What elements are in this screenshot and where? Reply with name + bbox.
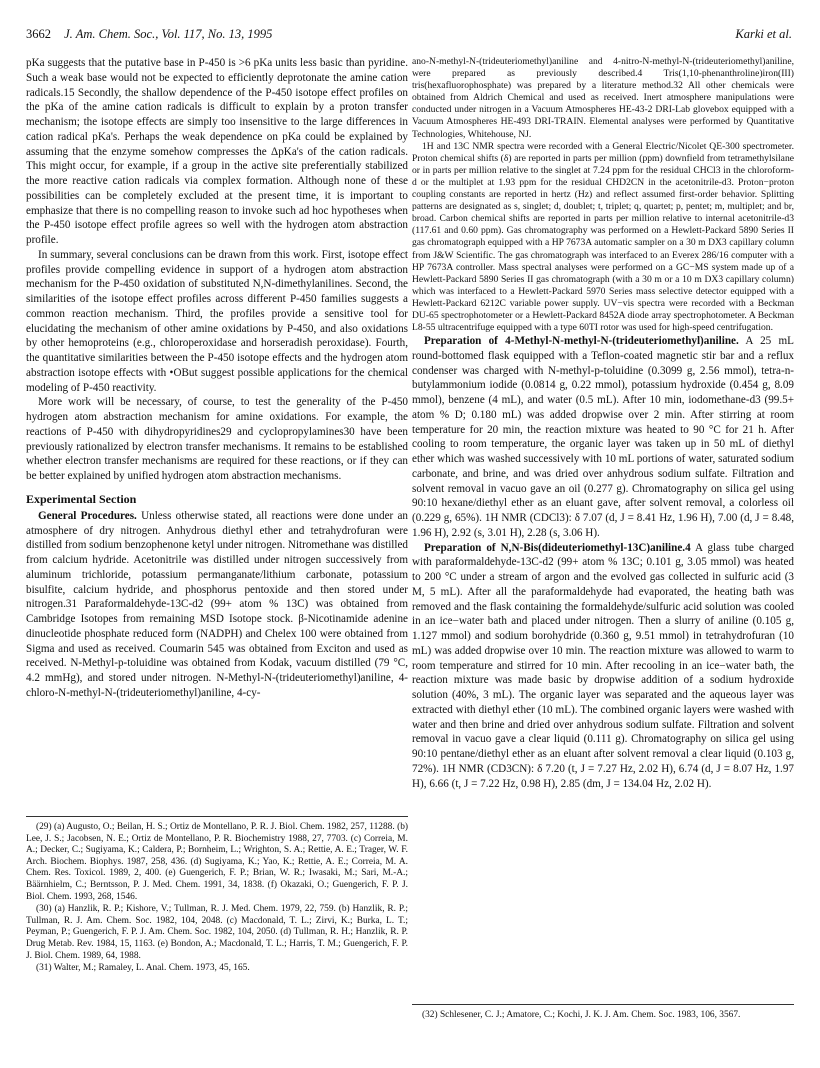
footnotes-right <box>412 1010 794 1023</box>
footnotes-left <box>26 822 408 976</box>
preparation-text-2: A glass tube charged with paraformaldehyde-13C-d2 (99+ atom % 13C; 0.101 g, 3.05 mmol) was heated to 200 °C under a stream of argon and the evolved gas collected in sulfuric acid (3 M, 5 mL). After all the paraformaldehyde had evaporated, the heating bath was removed and the flask containing the formaldehyde/sulfuric acid solution was cooled in an ice−water bath and placed under nitrogen. Then a slurry of aniline (0.105 g, 1.127 mmol) and sodium borohydride (0.360 g, 9.51 mmol) in tetrahydrofuran (10 mL) was added dropwise over 10 min. The reaction mixture was allowed to warm to room temperature and stirred for 10 min. After recooling in an ice−water bath, the reaction mixture was made basic by dropwise addition of a sodium hydroxide solution (40%, 3 mL). The organic layer was separated and the aqueous layer was extracted with diethyl ether (10 mL). The combined organic layers were washed with water and then brine and dried over anhydrous sodium sulfate. Filtration and solvent removal in vacuo gave a clear liquid (0.111 g). Chromatography on silica gel using 90:10 pentane/diethyl ether as an eluant after solvent removal a clear liquid (0.103 g, 72%). 1H NMR (CD3CN): δ 7.20 (t, J = 7.27 Hz, 2.02 H), 6.74 (d, J = 8.07 Hz, 1.97 H), 6.66 (t, J = 7.22 Hz, 0.98 H), 2.85 (dm, J = 134.04 Hz, 2.02 H). <box>412 541 794 790</box>
page-header <box>26 27 792 45</box>
footnote-30: (30) (a) Hanzlik, R. P.; Kishore, V.; Tullman, R. J. Med. Chem. 1979, 22, 759. (b) Hanzlik, R. P.; Tullman, R. J. Am. Chem. Soc. 1982, 104, 2048. (c) Macdonald, T. L.; Zirvi, K.; Burka, L. T.; Peyman, P.; Guengerich, F. P. J. Am. Chem. Soc. 1982, 104, 2050. (d) Tullman, R. H.; Hanzlik, R. P. Drug Metab. Rev. 1984, 15, 1163. (e) Bondon, A.; Macdonald, T. L.; Harris, T. M.; Guengerich, F. P. J. Biol. Chem. 1989, 64, 1988. <box>26 904 408 961</box>
general-procedures-heading: General Procedures. <box>38 509 137 522</box>
materials-paragraph: ano-N-methyl-N-(trideuteriomethyl)aniline and 4-nitro-N-methyl-N-(trideuteriomethyl)aniline, were prepared as previously described.4 Tris(1,10-phenanthroline)iron(III) tris(hexafluorophosphate) was prepared by a literature method.32 All other chemicals were obtained from Aldrich Chemical and used as received. Inert atmosphere manipulations were conducted under nitrogen in a Vacuum Atmospheres HE-43-2 DRI-Lab glovebox equipped with a Vacuum Atmospheres HE-493 DRI-TRAIN. Elemental analyses were performed by Quantitative Technologies, Whitehouse, NJ. <box>412 56 794 140</box>
section-heading-experimental: Experimental Section <box>26 491 137 506</box>
general-procedures-paragraph <box>26 509 408 701</box>
instrumentation-paragraph: 1H and 13C NMR spectra were recorded with a General Electric/Nicolet QE-300 spectrometer. Proton chemical shifts (δ) are reported in parts per million (ppm) downfield from tetramethylsilane or in parts per million relative to the singlet at 7.24 ppm for the residual CHCl3 in the chloroform-d or the multiplet at 1.93 ppm for the residual CHD2CN in the acetonitrile-d3. Proton−proton coupling constants are reported in hertz (Hz) and reflect assumed first-order behavior. Splitting patterns are designated as s, singlet; d, doublet; t, triplet; q, quartet; p, pentet; m, multiplet; and br, broad. Carbon chemical shifts are reported in parts per million relative to internal acetonitrile-d3 (117.61 and 0.60 ppm). Gas chromatography was performed on a Hewlett-Packard 5890 Series II gas chromatograph equipped with a HP 7673A automatic sampler on a 30 m DX3 capillary column from J&W Scientific. The gas chromatograph was interfaced to an Everex 286/16 computer with a HP 7673A controller. Mass spectral analyses were performed on a GC−MS system made up of a Hewlett-Packard 5890 Series II gas chromatograph (with a 30 m or a 10 m DX3 capillary column) which was interfaced to a Hewlett-Packard 5970 Series mass selective detector equipped with a Hewlett-Packard 6212C variable power supply. UV−vis spectra were recorded with a Beckman DU-65 spectrophotometer or a Hewlett-Packard 8452A diode array spectrophotometer. A Beckman L8-55 ultracentrifuge equipped with a type 60TI rotor was used for high-speed centrifugation. <box>412 140 794 334</box>
summary-paragraph: In summary, several conclusions can be drawn from this work. First, isotope effect profiles provide compelling evidence in support of a hydrogen atom abstraction mechanism for the P-450 oxidation of substituted N,N-dimethylanilines. Second, the similarities of the isotope effect profiles across different P-450 families suggests a common reaction mechanism. Third, the profiles provide a sensitive tool for elucidating the mechanism of other amine oxidations by P-450, and also oxidations by other hemoproteins (e.g., chloroperoxidase and horseradish peroxidase). Fourth, the quantitative similarities between the P-450 isotope effects and the hydrogen atom abstraction isotope effects with •OBut suggest possible applications for the chemical modeling of P-450 reactivity. <box>26 248 408 394</box>
future-work-paragraph: More work will be necessary, of course, to test the generality of the P-450 hydrogen atom abstraction mechanism for amine oxidations. For example, the reactions of P-450 with dihydropyridines29 and cyclopropylamines30 have been previously rationalized by electron transfer mechanisms. It remains to be established whether electron transfer mechanisms are required for these reactions, or if they can be better explained by unified hydrogen atom abstraction mechanisms. <box>26 396 408 482</box>
page-number: 3662 <box>26 27 51 41</box>
footnote-rule-left <box>26 816 408 817</box>
preparation-paragraph-2 <box>412 541 794 792</box>
preparation-heading-2: Preparation of N,N-Bis(dideuteriomethyl-13C)aniline.4 <box>424 541 691 554</box>
preparation-paragraph-1 <box>412 334 794 541</box>
footnote-29: (29) (a) Augusto, O.; Beilan, H. S.; Ortiz de Montellano, P. R. J. Biol. Chem. 1982, 257, 11288. (b) Lee, J. S.; Jacobsen, N. E.; Ortiz de Montellano, P. R. Biochemistry 1988, 27, 7703. (c) Correia, M. A.; Decker, C.; Sugiyama, K.; Caldera, P.; Bornheim, L.; Wrighton, S. A.; Rettie, A. E.; Trager, W. F. Arch. Biochem. Biophys. 1987, 258, 436. (d) Sugiyama, K.; Yao, K.; Rettie, A. E.; Correia, M. A. Chem. Res. Toxicol. 1989, 2, 400. (e) Guengerich, F. P.; Brian, W. R.; Iwasaki, M.; Sari, M.-A.; Bäärnhielm, C.; Berntsson, P. J. Med. Chem. 1991, 34, 1838. (f) Okazaki, O.; Guengerich, F. P. J. Biol. Chem. 1993, 268, 1546. <box>26 822 408 902</box>
preparation-heading-1: Preparation of 4-Methyl-N-methyl-N-(trideuteriomethyl)aniline. <box>424 335 739 348</box>
footnote-rule-right <box>412 1004 794 1005</box>
discussion-paragraph: pKa suggests that the putative base in P-450 is >6 pKa units less basic than pyridine. Such a weak base would not be expected to efficiently deprotonate the amine cation radicals.15 Secondly, the shallow dependence of the P-450 isotope effect profiles on the pKa of the amine cation radicals is difficult to explain by a proton transfer mechanism; the isotope effects are simply too insensitive to the large differences in cation radical pKa's. Perhaps the weak dependence on pKa could be explained by assuming that the enzyme somehow compresses the ΔpKa's of the cation radicals. This might occur, for example, if a group in the active site preferentially stabilized the more reactive cation radicals via complex formation. Although none of these possibilities can be completely excluded at the present time, it is important to emphasize that there is no compelling reason to invoke such ad hoc hypotheses when the P-450 isotope effect profile agrees so well with the hydrogen atom abstraction profile. <box>26 57 408 246</box>
running-authors: Karki et al. <box>735 27 792 41</box>
footnote-31: (31) Walter, M.; Ramaley, L. Anal. Chem. 1973, 45, 165. <box>36 963 250 974</box>
journal-citation: J. Am. Chem. Soc., Vol. 117, No. 13, 1995 <box>64 27 273 41</box>
left-column <box>26 56 408 701</box>
footnote-32: (32) Schlesener, C. J.; Amatore, C.; Kochi, J. K. J. Am. Chem. Soc. 1983, 106, 3567. <box>422 1010 741 1020</box>
general-procedures-text: Unless otherwise stated, all reactions were done under an atmosphere of dry nitrogen. Anhydrous diethyl ether and tetrahydrofuran were distilled from sodium benzophenone ketyl under nitrogen. Nitromethane was distilled from calcium hydride. Acetonitrile was distilled under nitrogen successively from aluminum trichloride, potassium permanganate/lithium carbonate, potassium bisulfite, calcium hydride, and phosphorus pentoxide and then stored under nitrogen.31 Paraformaldehyde-13C-d2 (99+ atom % 13C) was obtained from Cambridge Isotopes from remaining MSD Isotope stock. β-Nicotinamide adenine dinucleotide phosphate reduced form (NADPH) and Chelex 100 were obtained from Sigma and used as received. Coumarin 545 was obtained from Exciton and used as received. N-Methyl-p-toluidine was obtained from Kodak, vacuum distilled (79 °C, 4.2 mmHg), and stored under nitrogen. N-Methyl-N-(trideuteriomethyl)aniline, 4-chloro-N-methyl-N-(trideuteriomethyl)aniline, 4-cy- <box>26 509 408 699</box>
preparation-text-1: A 25 mL round-bottomed flask equipped with a Teflon-coated magnetic stir bar and a reflux condenser was charged with N-methyl-p-toluidine (0.3099 g, 2.56 mmol), tetra-n-butylammonium iodide (0.0814 g, 0.22 mmol), potassium hydroxide (0.454 g, 8.09 mmol), benzene (4 mL), and water (0.5 mL). After 10 min, iodomethane-d3 (99.5+ atom % D; 0.180 mL) was added dropwise over 2 min. After stirring at room temperature for 20 min, the reaction mixture was heated to 90 °C for 21 h. After cooling to room temperature, the organic layer was taken up in 50 mL of diethyl ether which was washed successively with 10 mL portions of water, saturated sodium carbonate, and brine, and was dried over anhydrous sodium sulfate. Filtration and solvent removal in vacuo gave an oil (0.277 g). Chromatography on silica gel using 90:10 hexane/diethyl ether as an eluant gave, after solvent removal, a colorless oil (0.229 g, 65%). 1H NMR (CDCl3): δ 7.07 (d, J = 8.41 Hz, 1.96 H), 7.00 (d, J = 8.48, 1.96 H), 2.92 (s, 3.01 H), 2.28 (s, 3.06 H). <box>412 335 794 539</box>
right-column <box>412 56 794 791</box>
